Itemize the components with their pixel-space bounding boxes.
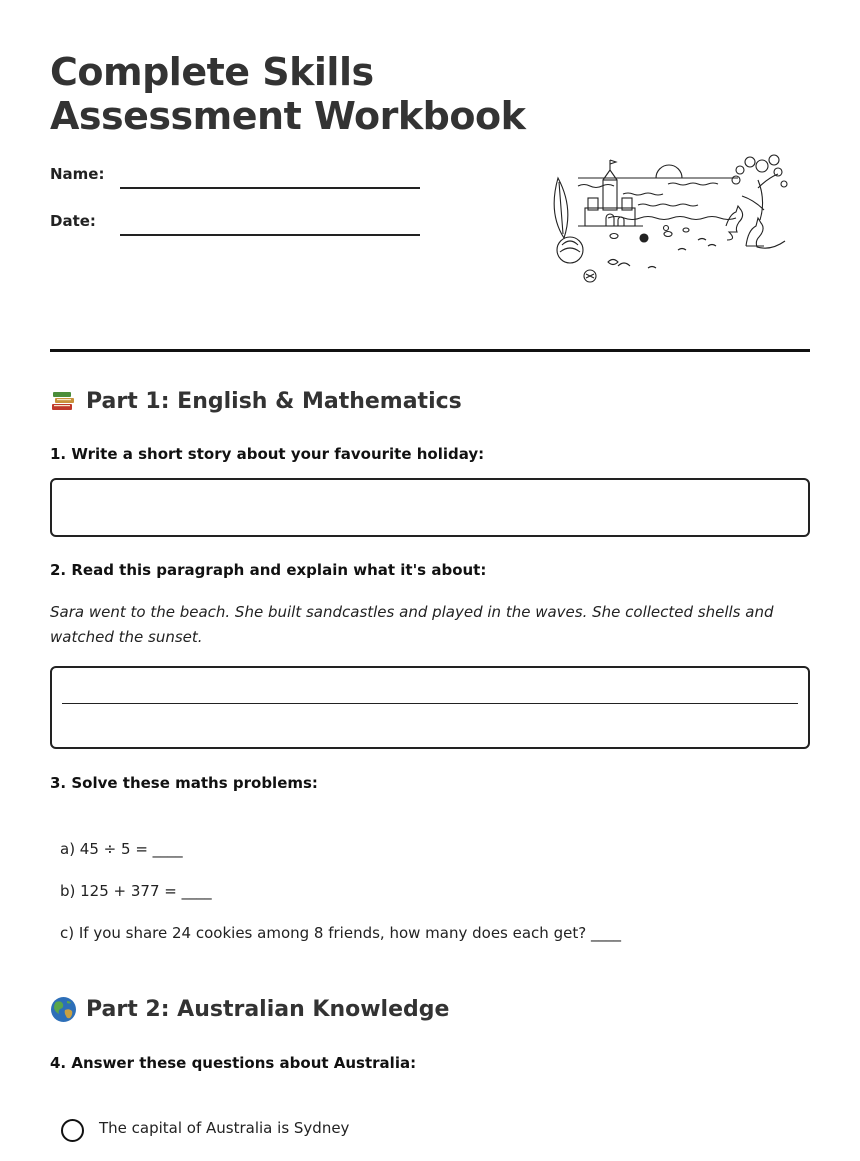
date-field[interactable] [120, 234, 420, 236]
part2-heading-text: Part 2: Australian Knowledge [86, 997, 450, 1022]
date-label: Date: [50, 212, 96, 230]
option-label: The capital of Australia is Sydney [99, 1119, 350, 1137]
name-field[interactable] [120, 187, 420, 189]
question-4: 4. Answer these questions about Australia: [50, 1054, 417, 1072]
section-divider [50, 349, 810, 352]
part2-heading [50, 996, 449, 1023]
part1-heading-text: Part 1: English & Mathematics [86, 389, 462, 414]
beach-scene-illustration [548, 150, 794, 286]
page-title: Complete Skills Assessment Workbook [50, 50, 526, 138]
books-icon [50, 388, 77, 415]
name-label: Name: [50, 165, 105, 183]
maths-problem-c: c) If you share 24 cookies among 8 friends, how many does each get? ____ [60, 924, 621, 942]
answer-box-2[interactable] [50, 666, 810, 749]
globe-icon [50, 996, 77, 1023]
answer-box-1[interactable] [50, 478, 810, 537]
question-2-paragraph: Sara went to the beach. She built sandcastles and played in the waves. She collected shells and watched the sunset. [50, 603, 774, 646]
maths-problem-b: b) 125 + 377 = ____ [60, 882, 212, 900]
option-radio-button[interactable] [61, 1119, 84, 1142]
answer-line [62, 703, 798, 704]
maths-problem-a: a) 45 ÷ 5 = ____ [60, 840, 183, 858]
question-3: 3. Solve these maths problems: [50, 774, 318, 792]
question-2: 2. Read this paragraph and explain what it's about: [50, 561, 487, 579]
question-1: 1. Write a short story about your favourite holiday: [50, 445, 485, 463]
part1-heading [50, 388, 462, 415]
